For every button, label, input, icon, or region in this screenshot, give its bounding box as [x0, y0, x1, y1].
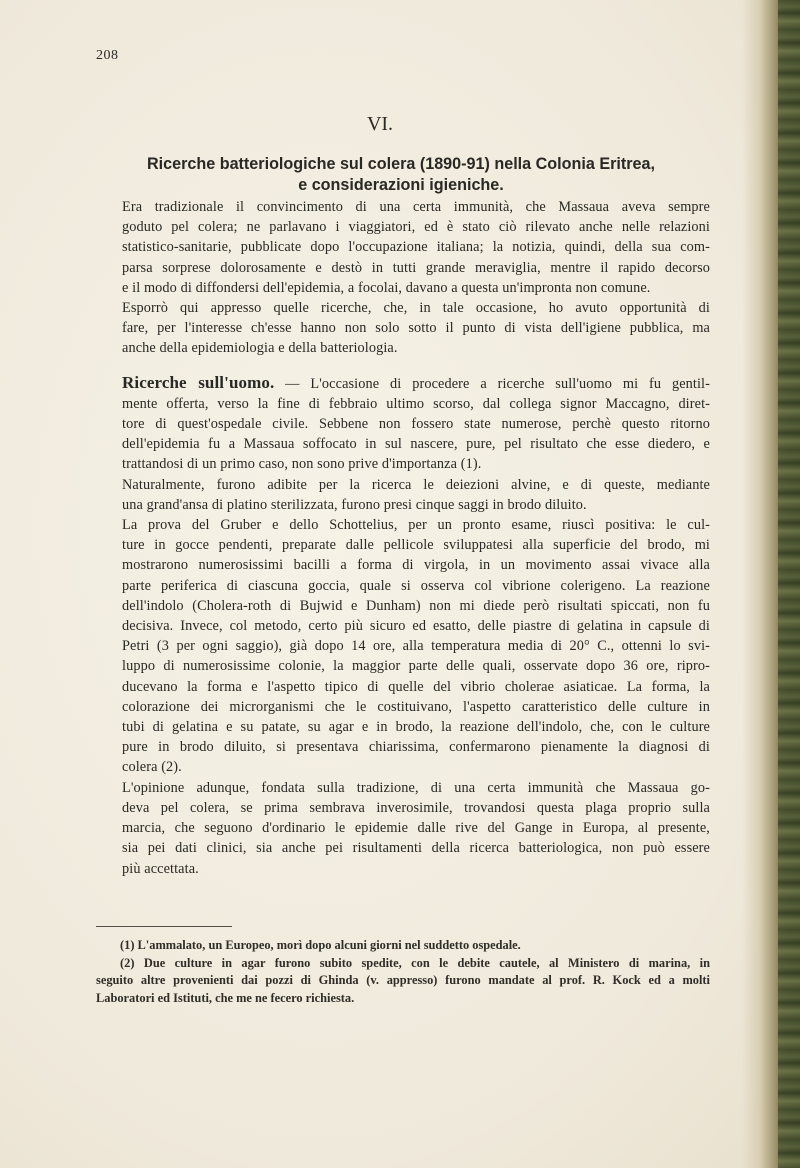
text-line: sia pei dati clinici, sia anche pei risultamenti della ricerca batteriologica, non può essere: [122, 840, 710, 857]
paragraph: [96, 197, 710, 298]
text-line: dell'indolo (Cholera-roth di Bujwid e Dunham) non mi diede però risultati spiccati, non fu: [122, 597, 710, 614]
page-number: 208: [96, 48, 119, 63]
text-line: deva pel colera, se prima sembrava inverosimile, trovandosi questa plaga proprio sulla: [122, 799, 710, 816]
text-line: decisiva. Invece, col metodo, certo più sicuro ed esatto, delle piastre di gelatina in capsule di: [122, 618, 710, 635]
text-line: Era tradizionale il convincimento di una certa immunità, che Massaua aveva sempre: [122, 199, 710, 215]
text-line: ture in gocce pendenti, preparate dalle pellicole sviluppatesi alla superficie del brodo, mi: [122, 537, 710, 554]
book-edge-shadow: [742, 0, 800, 1168]
chapter-title-line: e considerazioni igieniche.: [298, 175, 504, 194]
section-gap: [96, 359, 710, 373]
text-line: una grand'ansa di platino sterilizzata, furono presi cinque saggi in brodo diluito.: [122, 496, 587, 513]
text-line: marcia, che seguono d'ordinario le epidemie dalle rive del Gange in Europa, al presente,: [122, 820, 710, 837]
text-line: statistico-sanitarie, pubblicate dopo l'occupazione italiana; la notizia, quindi, della sua com-: [122, 239, 710, 256]
footnote-continuation: seguito altre provenienti dai pozzi di Ghinda (v. appresso) furono mandate al prof. R. Kock ed a molti: [96, 973, 710, 988]
section-heading: Ricerche sull'uomo.: [122, 372, 275, 392]
text-line: più accettata.: [122, 860, 199, 877]
text-line: colorazione dei microrganismi che le costituivano, l'aspetto caratteristico delle culture in: [122, 698, 710, 715]
body-text: [96, 197, 710, 879]
text-line: [96, 373, 710, 394]
text-line: luppo di numerosissime colonie, la maggior parte delle quali, osservate dopo 36 ore, ripro-: [122, 658, 710, 675]
text-line: fare, per l'interesse ch'esse hanno non solo sotto il punto di vista dell'igiene pubblica, ma: [122, 320, 710, 337]
text-line: dell'epidemia fu a Massaua soffocato in sul nascere, pure, pel risultato che esse diedero, e: [122, 436, 710, 453]
footnote: (2) Due culture in agar furono subito spedite, con le debite cautele, al Ministero di marina, in: [120, 955, 710, 970]
text-line: ducevano la forma e l'aspetto tipico di quelle del vibrio cholerae asiaticae. La forma, la: [122, 678, 710, 695]
text-line: mente offerta, verso la fine di febbraio ultimo scorso, dal collega signor Maccagno, diret-: [122, 395, 710, 412]
paragraph: [96, 475, 710, 515]
text-line: La prova del Gruber e dello Schottelius, per un pronto esame, riuscì positiva: le cul-: [122, 517, 710, 534]
chapter-number: VI.: [366, 113, 394, 135]
text-line: tore di quest'ospedale civile. Sebbene non fossero state numerose, perchè questo ritorno: [122, 416, 710, 433]
paragraph: [96, 298, 710, 359]
text-line: goduto pel colera; ne parlavano i viaggiatori, ed è stato ciò rilevato anche nelle relazioni: [122, 219, 710, 236]
text-line: mostrarono numerosissimi bacilli a forma di virgola, in un movimento assai vivace alla: [122, 557, 710, 574]
paragraph: [96, 373, 710, 475]
text-line: pure in brodo diluito, si presentava chiarissima, confermarono pienamente la diagnosi di: [122, 739, 710, 756]
text-line: Petri (3 per ogni saggio), già dopo 14 ore, alla temperatura media di 20° C., ottenni lo svi-: [122, 638, 710, 655]
footnote: (1) L'ammalato, un Europeo, morì dopo alcuni giorni nel suddetto ospedale.: [120, 938, 521, 952]
text-line: Naturalmente, furono adibite per la ricerca le deiezioni alvine, e di queste, mediante: [122, 476, 710, 493]
chapter-title: [111, 153, 691, 195]
text-line: Esporrò qui appresso quelle ricerche, che, in tale occasione, ho avuto opportunità di: [122, 300, 710, 317]
chapter-title-line: Ricerche batteriologiche sul colera (1890-91) nella Colonia Eritrea,: [146, 154, 656, 173]
footnotes: [96, 937, 710, 1007]
text-line: colera (2).: [122, 759, 182, 776]
text-line: tubi di gelatina e su patate, su agar e in brodo, la reazione dell'indolo, che, con le culture: [122, 719, 710, 736]
text-line: anche della epidemiologia e della batteriologia.: [122, 340, 398, 357]
text-line: parsa sorprese dolorosamente e destò in tutti grande meraviglia, mentre il rapido decorso: [122, 259, 710, 276]
text-line: parte periferica di ciascuna goccia, quale si osserva col vibrione colerigeno. La reazione: [122, 577, 710, 594]
footnote-continuation: Laboratori ed Istituti, che me ne fecero richiesta.: [96, 990, 355, 1005]
footnote-divider: [96, 926, 232, 927]
paragraph: [96, 778, 710, 879]
text-line-rest: — L'occasione di procedere a ricerche sull'uomo mi fu gentil-: [274, 375, 710, 392]
paragraph: [96, 515, 710, 778]
text-line: trattandosi di un primo caso, non sono prive d'importanza (1).: [122, 456, 482, 473]
text-line: e il modo di diffondersi dell'epidemia, a focolai, davano a questa un'impronta non comune.: [122, 279, 651, 296]
text-line: L'opinione adunque, fondata sulla tradizione, di una certa immunità che Massaua go-: [122, 779, 710, 796]
